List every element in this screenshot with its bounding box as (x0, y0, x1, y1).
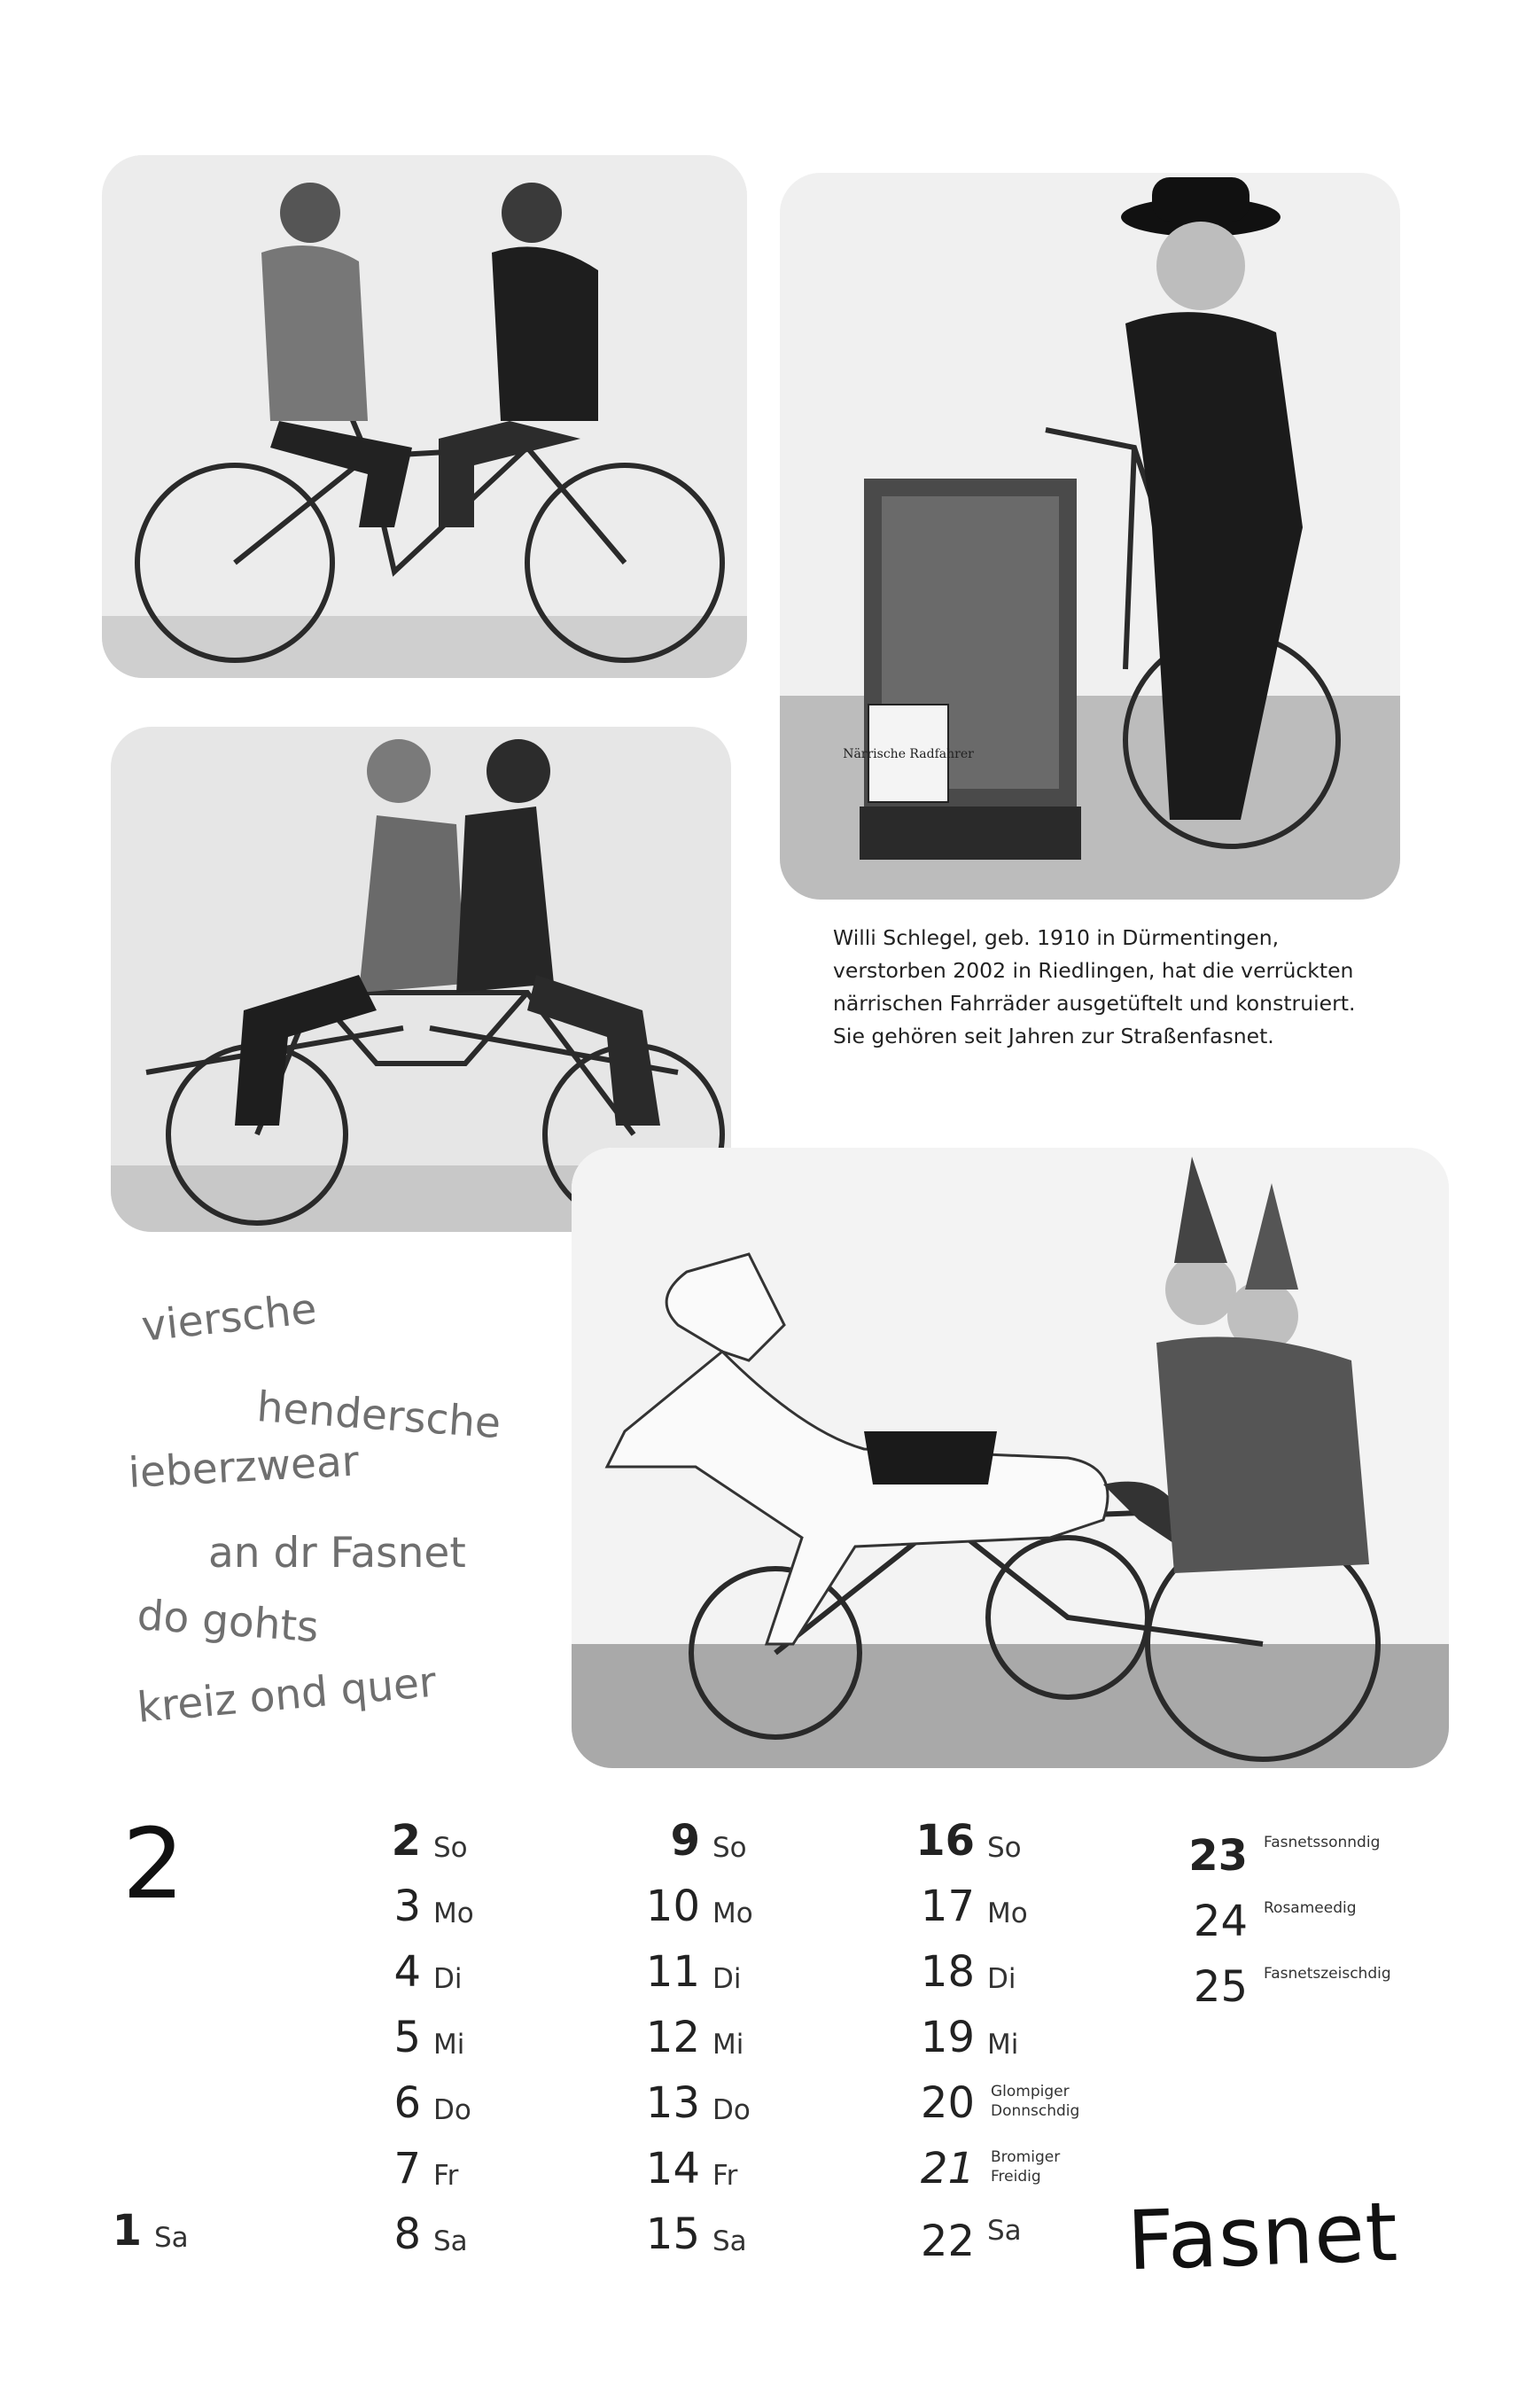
day-cell (895, 2140, 1061, 2197)
month-number: 2 (122, 1807, 184, 1921)
day-number: 15 (645, 2209, 700, 2259)
day-number: 17 (920, 1882, 975, 1931)
day-cell (1170, 1959, 1391, 2015)
photo-horse-carriage (572, 1148, 1449, 1768)
day-number: 13 (645, 2078, 700, 2128)
day-cell (895, 1944, 1016, 2000)
weekday-label: Mo (712, 1898, 753, 1929)
day-number: 20 (920, 2078, 975, 2128)
weekday-label: So (433, 1832, 468, 1864)
poem-line: an dr Fasnet (208, 1529, 466, 1578)
day-cell (620, 2009, 744, 2066)
day-number: 7 (393, 2144, 421, 2194)
day-number: 6 (393, 2078, 421, 2128)
poem-line: viersche (139, 1284, 319, 1352)
organ-bike-illustration (780, 173, 1400, 900)
holiday-label: Glompiger Donnschdig (991, 2083, 1080, 2120)
day-number: 22 (920, 2217, 975, 2266)
day-number: 10 (645, 1882, 700, 1931)
weekday-label: Di (987, 1963, 1016, 1995)
weekday-label: Sa (433, 2225, 468, 2257)
horse-carriage-illustration (572, 1148, 1449, 1768)
poem-line: ieberzwear (127, 1437, 361, 1498)
weekday-label: Mo (433, 1898, 474, 1929)
day-number: 4 (393, 1947, 421, 1997)
day-number: 24 (1193, 1897, 1248, 1946)
day-cell (895, 1812, 1022, 1869)
day-number: 16 (915, 1816, 975, 1866)
day-number: 21 (920, 2144, 975, 2194)
day-cell (620, 2206, 747, 2263)
poem-line: kreiz ond quer (135, 1657, 439, 1733)
weekday-label: Sa (154, 2222, 189, 2254)
weekday-label: Do (433, 2094, 471, 2126)
day-number: 19 (920, 2013, 975, 2062)
day-number: 9 (670, 1816, 700, 1866)
day-cell (620, 1878, 753, 1935)
day-number: 8 (393, 2209, 421, 2259)
day-cell (895, 2009, 1019, 2066)
day-number: 5 (393, 2013, 421, 2062)
day-number: 25 (1193, 1962, 1248, 2012)
fasnet-logo: Fasnet (1125, 2184, 1400, 2289)
day-cell (895, 2213, 1022, 2270)
day-cell (354, 2075, 471, 2131)
holiday-label: Bromiger Freidig (991, 2148, 1061, 2186)
day-number: 23 (1188, 1831, 1248, 1881)
weekday-label: Fr (712, 2160, 738, 2192)
day-number: 14 (645, 2144, 700, 2194)
holiday-label: Rosameedig (1264, 1899, 1357, 1917)
day-cell (895, 2075, 1080, 2131)
tandem-illustration (102, 155, 747, 678)
weekday-label: Di (712, 1963, 742, 1995)
weekday-label: Di (433, 1963, 463, 1995)
photo-tandem-face-to-face (102, 155, 747, 678)
day-number: 18 (920, 1947, 975, 1997)
weekday-label: Sa (987, 2215, 1022, 2247)
weekday-label: Sa (712, 2225, 747, 2257)
weekday-label: Mo (987, 1898, 1028, 1929)
photo-caption (833, 922, 1453, 1053)
day-cell (354, 1878, 474, 1935)
day-cell (354, 2206, 468, 2263)
day-cell (620, 2140, 738, 2197)
organ-sign-text: Närrische Radfahrer (843, 747, 974, 761)
day-cell (895, 1878, 1028, 1935)
day-cell (89, 2202, 189, 2259)
weekday-label: Mi (987, 2029, 1019, 2061)
weekday-label: So (712, 1832, 747, 1864)
holiday-label: Fasnetszeischdig (1264, 1965, 1391, 1983)
day-cell (354, 1812, 468, 1869)
caption-line: Sie gehören seit Jahren zur Straßenfasnet. (833, 1024, 1274, 1048)
weekday-label: So (987, 1832, 1022, 1864)
holiday-label: Fasnetssonndig (1264, 1834, 1381, 1851)
day-number: 11 (645, 1947, 700, 1997)
weekday-label: Mi (712, 2029, 744, 2061)
day-cell (620, 2075, 751, 2131)
day-number: 12 (645, 2013, 700, 2062)
weekday-label: Fr (433, 2160, 459, 2192)
caption-line: verstorben 2002 in Riedlingen, hat die verrückten (833, 958, 1354, 983)
day-number: 2 (391, 1816, 421, 1866)
poem-line: hendersche (255, 1383, 502, 1449)
day-cell (354, 2140, 459, 2197)
day-cell (620, 1812, 747, 1869)
day-number: 1 (112, 2206, 142, 2256)
caption-line: Willi Schlegel, geb. 1910 in Dürmentingen, (833, 925, 1280, 950)
day-cell (354, 2009, 465, 2066)
day-cell (620, 1944, 742, 2000)
day-cell (354, 1944, 463, 2000)
day-cell (1170, 1893, 1357, 1950)
weekday-label: Do (712, 2094, 751, 2126)
weekday-label: Mi (433, 2029, 465, 2061)
caption-line: närrischen Fahrräder ausgetüftelt und konstruiert. (833, 991, 1356, 1016)
poem-line: do gohts (136, 1591, 321, 1653)
photo-organ-bike (780, 173, 1400, 900)
day-cell (1170, 1827, 1381, 1884)
day-number: 3 (393, 1882, 421, 1931)
